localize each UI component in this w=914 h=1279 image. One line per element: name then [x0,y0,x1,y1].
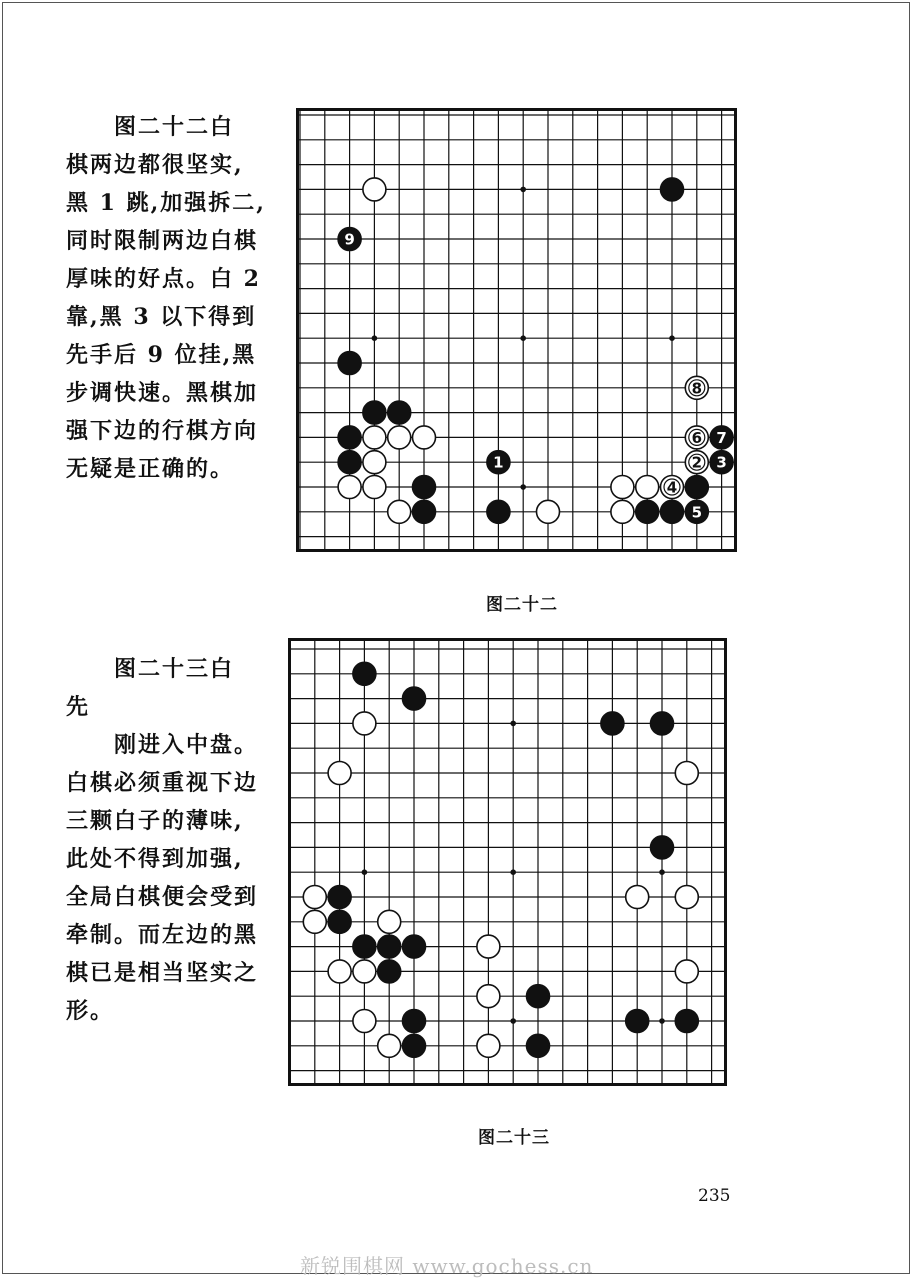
white-stone [378,910,401,933]
white-stone [675,886,698,909]
white-stone [477,985,500,1008]
commentary-line: 先手后 9 位挂,黑 [66,342,257,368]
white-stone [328,762,351,785]
white-stone [303,886,326,909]
white-stone [363,476,386,499]
commentary-line: 形。 [66,998,115,1024]
commentary-line: 全局白棋便会受到 [66,884,259,910]
white-stone [611,476,634,499]
black-stone [413,500,436,523]
black-stone [338,426,361,449]
white-stone [353,1010,376,1033]
black-stone [353,935,376,958]
star-point [520,187,526,193]
diagram-23-caption: 图二十三 [478,1128,550,1148]
black-stone [651,836,674,859]
diagram-22-caption: 图二十二 [486,595,558,615]
white-stone [338,476,361,499]
commentary-line: 无疑是正确的。 [66,456,235,482]
black-stone [403,935,426,958]
star-point [659,1018,665,1024]
commentary-line: 强下边的行棋方向 [66,418,259,444]
black-stone [487,500,510,523]
black-stone [403,1010,426,1033]
commentary-line: 同时限制两边白棋 [66,228,259,254]
commentary-line: 图二十三白 [66,656,235,682]
black-stone [636,500,659,523]
white-stone [477,935,500,958]
black-stone [363,401,386,424]
page-number: 235 [698,1186,731,1206]
white-stone [303,910,326,933]
commentary-line: 先 [66,694,91,720]
move-number-label: 8 [691,379,703,398]
commentary-line: 厚味的好点。白 2 [66,266,261,292]
black-stone [601,712,624,735]
commentary-line: 三颗白子的薄味, [66,808,244,834]
star-point [520,335,526,341]
black-stone [328,910,351,933]
white-stone [477,1034,500,1057]
white-stone [611,500,634,523]
black-stone [328,886,351,909]
black-stone [403,687,426,710]
black-stone [626,1010,649,1033]
white-stone [378,1034,401,1057]
black-stone [378,935,401,958]
black-stone [527,1034,550,1057]
commentary-line: 棋已是相当坚实之 [66,960,259,986]
commentary-line: 步调快速。黑棋加 [66,380,259,406]
move-number-label: 5 [691,503,703,522]
white-stone [626,886,649,909]
star-point [520,484,526,490]
black-stone [378,960,401,983]
white-stone [388,500,411,523]
white-stone [363,451,386,474]
black-stone [661,178,684,201]
black-stone [685,476,708,499]
black-stone [413,476,436,499]
star-point [510,721,516,727]
black-stone [403,1034,426,1057]
watermark: 新锐围棋网 www.gochess.cn [300,1254,594,1278]
go-board-diagram-23 [288,638,740,1102]
white-stone [353,960,376,983]
black-stone [338,451,361,474]
black-stone [353,662,376,685]
star-point [510,869,516,875]
star-point [510,1018,516,1024]
black-stone [527,985,550,1008]
commentary-line: 牵制。而左边的黑 [66,922,259,948]
white-stone [675,762,698,785]
move-number-label: 3 [716,453,727,472]
black-stone [675,1010,698,1033]
commentary-line: 此处不得到加强, [66,846,244,872]
white-stone [537,500,560,523]
go-board-diagram-22 [296,108,748,572]
commentary-line: 棋两边都很坚实, [66,152,244,178]
move-number-label: 7 [716,428,727,447]
star-point [669,335,675,341]
move-number-label: 9 [344,230,355,249]
commentary-line: 靠,黑 3 以下得到 [66,304,257,330]
move-number-label: 4 [666,478,678,497]
diagram-23-commentary [66,650,281,1030]
move-number-label: 2 [691,453,703,472]
white-stone [328,960,351,983]
black-stone [661,500,684,523]
black-stone [338,352,361,375]
move-number-label: 6 [691,428,703,447]
white-stone [363,426,386,449]
white-stone [413,426,436,449]
commentary-line: 黑 1 跳,加强拆二, [66,190,266,216]
star-point [372,335,378,341]
commentary-line: 刚进入中盘。 [66,732,259,758]
star-point [659,869,665,875]
commentary-line: 图二十二白 [66,114,235,140]
white-stone [388,426,411,449]
diagram-22-commentary [66,108,281,488]
black-stone [651,712,674,735]
commentary-line: 白棋必须重视下边 [66,770,259,796]
white-stone [353,712,376,735]
white-stone [675,960,698,983]
black-stone [388,401,411,424]
white-stone [636,476,659,499]
star-point [362,869,368,875]
white-stone [363,178,386,201]
move-number-label: 1 [493,453,504,472]
